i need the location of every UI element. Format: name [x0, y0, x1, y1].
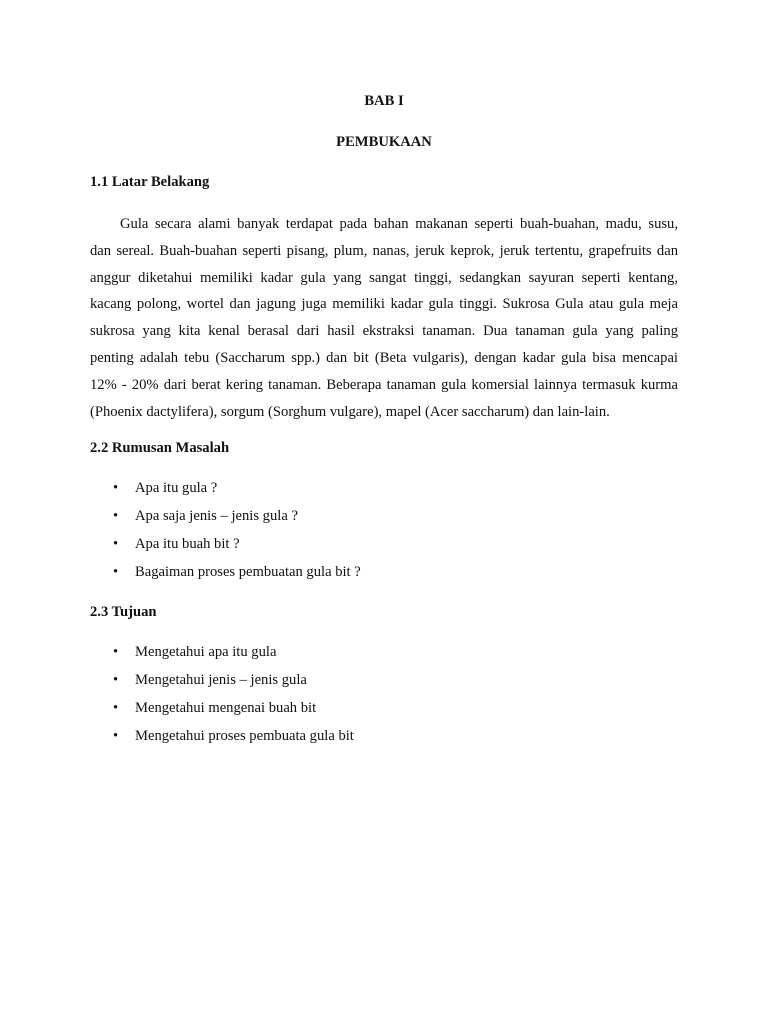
list-item	[0, 670, 768, 698]
rumusan-masalah-list	[0, 478, 768, 590]
section-heading-tujuan: 2.3 Tujuan	[90, 604, 157, 620]
paragraph-line: Gula secara alami banyak terdapat pada bahan makanan seperti buah-buahan, madu, susu,	[120, 216, 678, 232]
chapter-label: BAB I	[364, 93, 404, 109]
list-item	[0, 562, 768, 590]
list-item-text: Apa saja jenis – jenis gula ?	[135, 508, 298, 524]
paragraph-line: (Phoenix dactylifera), sorgum (Sorghum vulgare), mapel (Acer saccharum) dan lain-lain.	[90, 403, 610, 420]
list-item-text: Apa itu gula ?	[135, 480, 218, 496]
chapter-title: PEMBUKAAN	[336, 134, 432, 150]
bullet-icon: •	[113, 728, 119, 744]
list-item-text: Mengetahui apa itu gula	[135, 644, 277, 660]
paragraph-line: anggur diketahui memiliki kadar gula yang sangat tinggi, sedangkan sayuran seperti kentang,	[90, 269, 678, 286]
latar-belakang-paragraph	[90, 211, 678, 425]
section-heading-rumusan-masalah: 2.2 Rumusan Masalah	[90, 440, 230, 456]
list-item-text: Apa itu buah bit ?	[135, 536, 240, 552]
section-heading-latar-belakang: 1.1 Latar Belakang	[90, 174, 210, 190]
list-item-text: Bagaiman proses pembuatan gula bit ?	[135, 564, 361, 580]
bullet-icon: •	[113, 564, 119, 580]
paragraph-line: kacang polong, wortel dan jagung juga memiliki kadar gula tinggi. Sukrosa Gula atau gula meja	[90, 296, 678, 313]
paragraph-line: sukrosa yang kita kenal berasal dari hasil ekstraksi tanaman. Dua tanaman gula yang paling	[90, 323, 678, 340]
paragraph-line: 12% - 20% dari berat kering tanaman. Beberapa tanaman gula komersial lainnya termasuk kurma	[90, 376, 678, 393]
bullet-icon: •	[113, 644, 119, 660]
list-item	[0, 642, 768, 670]
list-item	[0, 726, 768, 754]
list-item-text: Mengetahui mengenai buah bit	[135, 700, 317, 716]
bullet-icon: •	[113, 480, 119, 496]
bullet-icon: •	[113, 672, 119, 688]
tujuan-list	[0, 642, 768, 754]
list-item-text: Mengetahui jenis – jenis gula	[135, 672, 307, 688]
list-item	[0, 534, 768, 562]
list-item-text: Mengetahui proses pembuata gula bit	[135, 728, 354, 744]
bullet-icon: •	[113, 536, 119, 552]
paragraph-line: penting adalah tebu (Saccharum spp.) dan bit (Beta vulgaris), dengan kadar gula bisa mencapai	[90, 349, 678, 366]
list-item	[0, 506, 768, 534]
list-item	[0, 478, 768, 506]
paragraph-line: dan sereal. Buah-buahan seperti pisang, plum, nanas, jeruk keprok, jeruk tertentu, grapefruits dan	[90, 242, 678, 259]
bullet-icon: •	[113, 700, 119, 716]
list-item	[0, 698, 768, 726]
bullet-icon: •	[113, 508, 119, 524]
